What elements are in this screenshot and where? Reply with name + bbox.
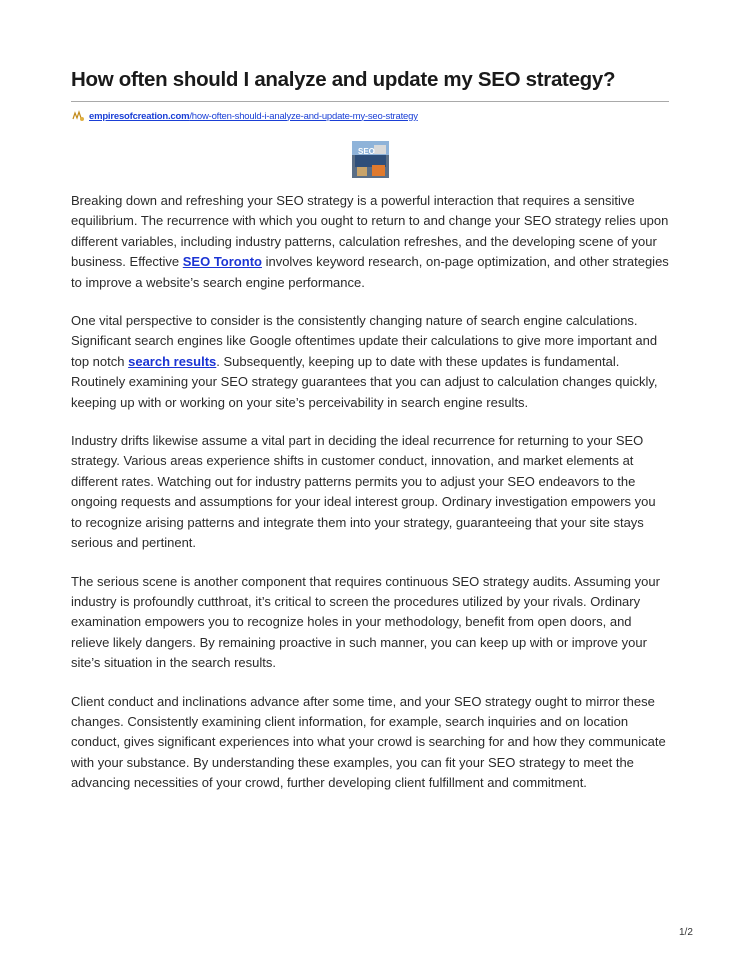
paragraph-2-text-b: . Subsequently, keeping up to date with these updates is fundamental. Routinely examining your SEO strategy guarantees that you can adjust to calculation changes quickly, keeping up with or working on your site’s perceivability in search engine results. bbox=[71, 353, 658, 410]
source-line bbox=[71, 108, 669, 124]
source-path: /how-often-should-i-analyze-and-update-my-seo-strategy bbox=[189, 110, 418, 122]
paragraph-5: Client conduct and inclinations advance after some time, and your SEO strategy ought to mirror these changes. Consistently examining client information, for example, search inquiries and on location conduct, gives significant experiences into what your crowd is searching for and how they communicate with your substance. By understanding these examples, you can fit your SEO strategy to meet the advancing necessities of your crowd, further developing client fulfillment and commitment. bbox=[71, 693, 666, 791]
paragraph-4: The serious scene is another component that requires continuous SEO strategy audits. Assuming your industry is profoundly cutthroat, it’s critical to screen the procedures utilized by your rivals. Ordinary examination empowers you to recognize holes in your methodology, benefit from open doors, and relieve likely dangers. By remaining proactive in such manner, you can keep up with or improve your site’s situation in the search results. bbox=[71, 573, 660, 671]
seo-toronto-link[interactable]: SEO Toronto bbox=[182, 254, 262, 270]
title-divider bbox=[71, 101, 669, 102]
seo-thumbnail-image bbox=[352, 141, 389, 178]
paragraph-1-text-a: Breaking down and refreshing your SEO strategy is a powerful interaction that requires a sensitive equilibrium. The recurrence with which you ought to return to and change your SEO strategy relies upon different variables, including industry patterns, calculation refreshes, and the developing scene of your business. Effective bbox=[71, 193, 669, 270]
page-number: 1/2 bbox=[679, 927, 693, 938]
paragraph-2 bbox=[71, 311, 669, 413]
article-body bbox=[71, 191, 669, 794]
source-link[interactable] bbox=[89, 111, 418, 122]
link-icon bbox=[71, 110, 85, 122]
thumbnail-container bbox=[71, 141, 669, 179]
document-page bbox=[71, 64, 669, 812]
source-domain: empiresofcreation.com bbox=[89, 110, 190, 122]
paragraph-1-text-b: involves keyword research, on-page optimization, and other strategies to improve a website’s search engine performance. bbox=[71, 254, 669, 290]
thumbnail-caption: SEO bbox=[357, 147, 375, 156]
paragraph-3: Industry drifts likewise assume a vital part in deciding the ideal recurrence for returning to your SEO strategy. Various areas experience shifts in customer conduct, innovation, and market elements at different rates. Watching out for industry patterns permits you to adjust your SEO endeavors to the ongoing requests and assumptions for your ideal interest group. Ordinary investigation empowers you to recognize arising patterns and integrate them into your strategy, guaranteeing that your site stays serious and pertinent. bbox=[71, 433, 656, 551]
page-title: How often should I analyze and update my SEO strategy? bbox=[71, 68, 616, 91]
search-results-link[interactable]: search results bbox=[128, 353, 217, 369]
paragraph-2-text-a: One vital perspective to consider is the consistently changing nature of search engine calculations. Significant search engines like Google oftentimes update their calculations to give more important and top notch bbox=[71, 313, 658, 369]
paragraph-1 bbox=[71, 191, 669, 293]
